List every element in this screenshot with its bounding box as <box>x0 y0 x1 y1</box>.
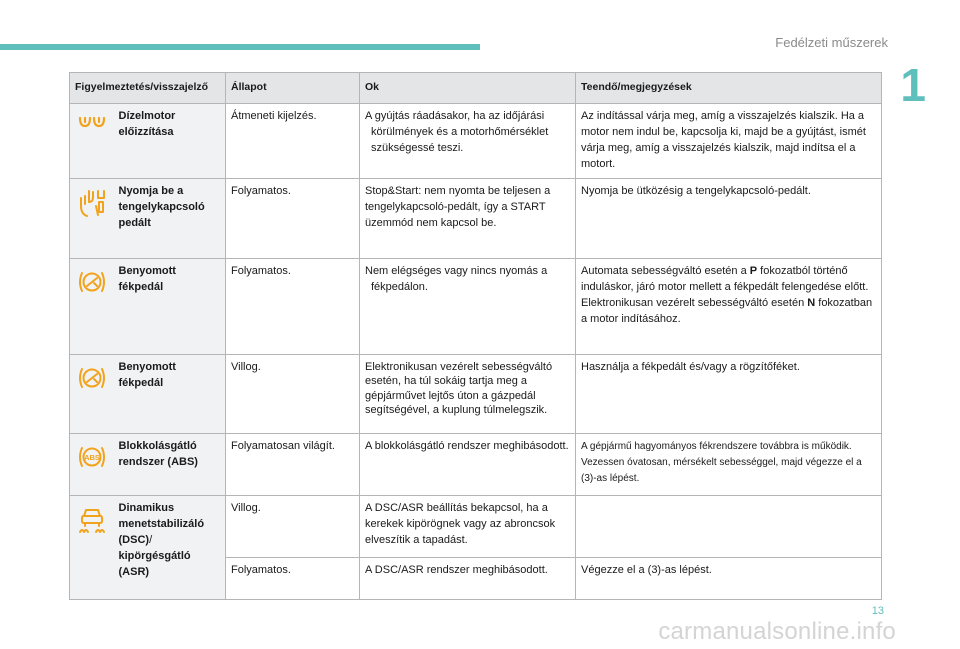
action-text: fokozatban a motor indításához. <box>581 296 873 325</box>
cause-cell: Stop&Start: nem nyomta be teljesen a tengelykapcsoló-pedált, így a START üzemmód nem kapcsol be. <box>360 179 576 259</box>
table-row <box>70 496 882 558</box>
cause-cell: A gyújtás ráadásakor, ha az időjárási körülmények és a motorhőmérséklet szükségessé teszi. <box>360 104 576 179</box>
table-row <box>70 355 882 434</box>
state-cell: Átmeneti kijelzés. <box>226 104 360 179</box>
abs-icon-text: ABS <box>83 453 100 462</box>
icon-cell <box>70 496 114 600</box>
chapter-number: 1 <box>900 59 926 111</box>
cause-cell: A DSC/ASR rendszer meghibásodott. <box>360 558 576 600</box>
table-row <box>70 179 882 259</box>
action-text: Automata sebességváltó esetén a <box>581 265 750 277</box>
warning-name: Benyomott fékpedál <box>114 355 226 434</box>
name-separator: / <box>149 533 153 546</box>
state-cell: Folyamatos. <box>226 558 360 600</box>
warning-name-part: kipörgésgátló (ASR) <box>118 549 191 578</box>
table-row <box>70 434 882 496</box>
table-row <box>70 259 882 355</box>
icon-cell <box>70 355 114 434</box>
column-header: Figyelmeztetés/visszajelző <box>70 73 226 104</box>
gear-n-label: N <box>807 296 816 309</box>
state-cell: Folyamatos. <box>226 259 360 355</box>
cause-cell: Nem elégséges vagy nincs nyomás a fékpedálon. <box>360 259 576 355</box>
warning-name: Dízelmotor előizzítása <box>114 104 226 179</box>
action-cell: Végezze el a (3)-as lépést. <box>576 558 882 600</box>
action-text: Elektronikusan vezérelt sebességváltó esetén <box>581 296 808 309</box>
action-cell: Az indítással várja meg, amíg a visszajelzés kialszik. Ha a motor nem indul be, kapcsolja ki, majd be a gyújtást, ismét várja meg, amíg a visszajelzés kialszik, majd indítsa el a motort. <box>576 104 882 179</box>
warning-lights-table <box>69 72 882 600</box>
state-cell: Villog. <box>226 496 360 558</box>
brake-pedal-icon <box>77 268 107 302</box>
action-cell: A gépjármű hagyományos fékrendszere továbbra is működik. Vezessen óvatosan, mérsékelt sebességgel, majd végezze el a (3)-as lépést. <box>576 434 882 496</box>
clutch-pedal-icon <box>76 188 108 226</box>
table-header-row <box>70 73 882 104</box>
watermark: carmanualsonline.info <box>658 618 896 645</box>
column-header: Ok <box>360 73 576 104</box>
icon-cell <box>70 179 114 259</box>
page-number: 13 <box>871 605 884 617</box>
action-cell <box>576 259 882 355</box>
cause-cell: A DSC/ASR beállítás bekapcsol, ha a kerekek kipörögnek vagy az abroncsok elveszítik a tapadást. <box>360 496 576 558</box>
dsc-asr-icon <box>77 505 107 541</box>
state-cell: Folyamatos. <box>226 179 360 259</box>
warning-name: Nyomja be a tengelykapcsoló pedált <box>114 179 226 259</box>
action-cell: Használja a fékpedált és/vagy a rögzítőféket. <box>576 355 882 434</box>
action-cell <box>576 496 882 558</box>
chapter-title: Fedélzeti műszerek <box>775 35 888 50</box>
cause-cell: A blokkolásgátló rendszer meghibásodott. <box>360 434 576 496</box>
header-accent-bar <box>0 44 480 50</box>
warning-name: Benyomott fékpedál <box>114 259 226 355</box>
gear-p-label: P <box>749 265 758 277</box>
glow-plug-icon <box>77 113 107 139</box>
warning-name: Blokkolásgátló rendszer (ABS) <box>114 434 226 496</box>
icon-cell <box>70 259 114 355</box>
warning-name-part: Dinamikus menetstabilizáló (DSC) <box>118 502 205 546</box>
cause-cell: Elektronikusan vezérelt sebességváltó esetén, ha túl sokáig tartja meg a gépjárművet lejtős úton a gázpedál segítségével, a kuplung túlmelegszik. <box>360 355 576 434</box>
table-row <box>70 104 882 179</box>
action-text: fokozatból történő induláskor, járó motor mellett a fékpedált felengedése előtt. <box>581 265 869 293</box>
state-cell: Villog. <box>226 355 360 434</box>
abs-icon <box>77 443 107 477</box>
brake-pedal-icon <box>77 364 107 398</box>
action-cell: Nyomja be ütközésig a tengelykapcsoló-pedált. <box>576 179 882 259</box>
icon-cell <box>70 104 114 179</box>
column-header: Teendő/megjegyzések <box>576 73 882 104</box>
state-cell: Folyamatosan világít. <box>226 434 360 496</box>
warning-name <box>114 496 226 600</box>
column-header: Állapot <box>226 73 360 104</box>
icon-cell <box>70 434 114 496</box>
